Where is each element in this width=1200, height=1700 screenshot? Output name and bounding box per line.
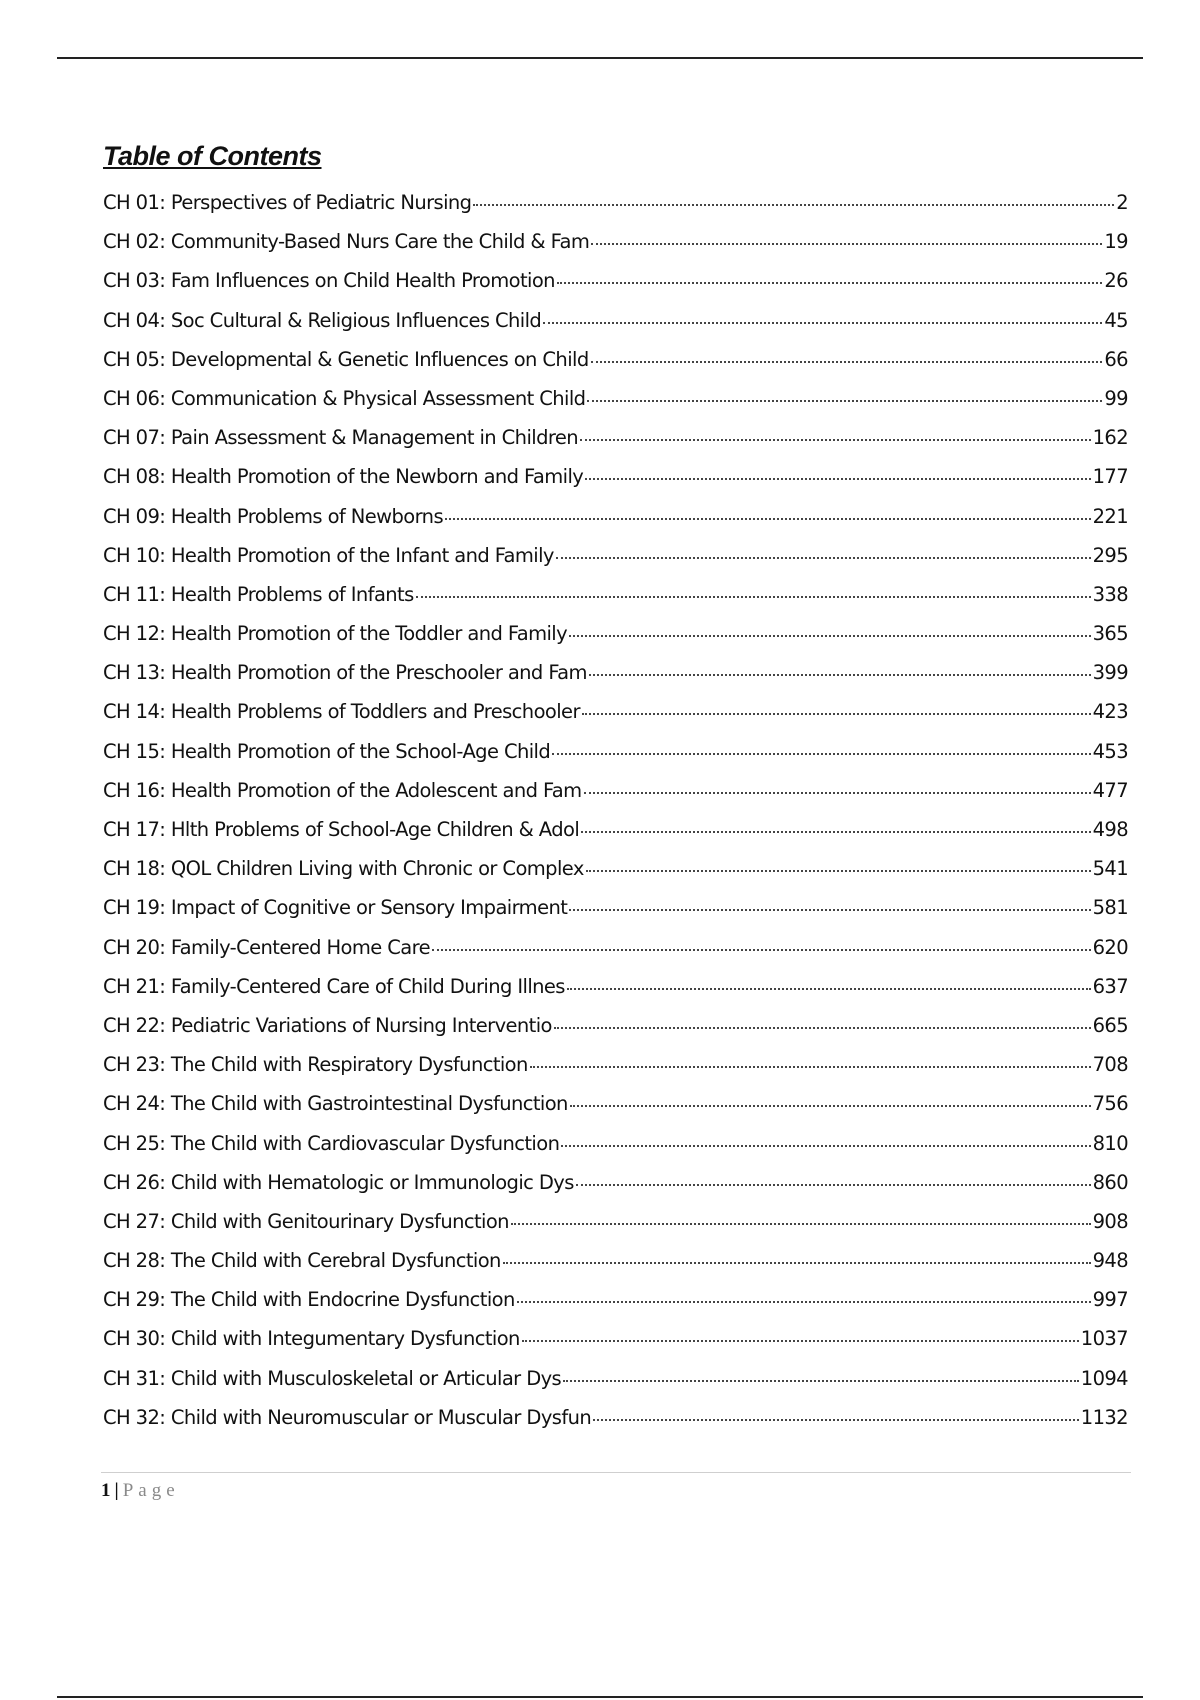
- toc-dot-leader: [584, 792, 1091, 794]
- toc-entry[interactable]: [103, 583, 1128, 622]
- toc-dot-leader: [511, 1223, 1091, 1225]
- toc-dot-leader: [580, 439, 1091, 441]
- toc-entry[interactable]: [103, 740, 1128, 779]
- toc-entry[interactable]: [103, 1327, 1128, 1366]
- toc-entry-label: CH 03: Fam Influences on Child Health Promotion: [103, 269, 555, 293]
- toc-entry-label: CH 23: The Child with Respiratory Dysfunction: [103, 1053, 528, 1077]
- toc-entry-page: 860: [1092, 1170, 1128, 1194]
- toc-entry-page: 810: [1092, 1131, 1128, 1155]
- toc-entry-label: CH 02: Community-Based Nurs Care the Child & Fam: [103, 230, 590, 254]
- toc-entry[interactable]: [103, 309, 1128, 348]
- toc-entry-page: 221: [1092, 504, 1128, 528]
- toc-entry[interactable]: [103, 426, 1128, 465]
- footer-page-number: 1: [101, 1480, 111, 1501]
- toc-title: Table of Contents: [103, 141, 322, 171]
- toc-dot-leader: [569, 635, 1091, 637]
- toc-entry[interactable]: [103, 544, 1128, 583]
- toc-entry-label: CH 01: Perspectives of Pediatric Nursing: [103, 191, 472, 214]
- toc-entry[interactable]: [103, 1014, 1128, 1053]
- toc-entry-page: 399: [1092, 661, 1128, 685]
- toc-dot-leader: [570, 1105, 1091, 1107]
- toc-entry[interactable]: [103, 1171, 1128, 1210]
- toc-dot-leader: [582, 713, 1091, 715]
- toc-entry-label: CH 18: QOL Children Living with Chronic or Complex: [103, 857, 584, 881]
- footer-separator: |: [114, 1480, 119, 1501]
- toc-dot-leader: [416, 596, 1091, 598]
- toc-entry-label: CH 32: Child with Neuromuscular or Muscular Dysfun: [103, 1405, 592, 1429]
- toc-entry-page: 908: [1092, 1209, 1128, 1233]
- footer-page-word: Page: [122, 1480, 180, 1501]
- toc-entry[interactable]: [103, 1132, 1128, 1171]
- toc-entry-page: 541: [1092, 857, 1128, 881]
- toc-dot-leader: [556, 557, 1091, 559]
- toc-entry-label: CH 26: Child with Hematologic or Immunologic Dys: [103, 1170, 574, 1194]
- toc-entry-page: 295: [1092, 543, 1128, 567]
- toc-dot-leader: [586, 870, 1091, 872]
- toc-entry[interactable]: [103, 936, 1128, 975]
- document-body: [103, 138, 1128, 1445]
- toc-entry-label: CH 10: Health Promotion of the Infant and Family: [103, 543, 554, 567]
- toc-entry-label: CH 28: The Child with Cerebral Dysfunction: [103, 1249, 501, 1273]
- toc-entry[interactable]: [103, 1367, 1128, 1406]
- toc-entry[interactable]: [103, 1053, 1128, 1092]
- toc-entry-label: CH 20: Family-Centered Home Care: [103, 935, 431, 959]
- toc-entry-page: 423: [1092, 700, 1128, 724]
- top-rule: [57, 57, 1143, 59]
- toc-entry-page: 365: [1092, 622, 1128, 646]
- toc-entry-page: 498: [1092, 818, 1128, 841]
- toc-entry-label: CH 19: Impact of Cognitive or Sensory Impairment: [103, 896, 568, 920]
- toc-dot-leader: [576, 1184, 1091, 1186]
- toc-dot-leader: [563, 1380, 1079, 1382]
- toc-entry[interactable]: [103, 1092, 1128, 1131]
- toc-entry-label: CH 12: Health Promotion of the Toddler and Family: [103, 622, 568, 646]
- toc-entry[interactable]: [103, 505, 1128, 544]
- toc-entry[interactable]: [103, 348, 1128, 387]
- toc-entry-label: CH 29: The Child with Endocrine Dysfunction: [103, 1288, 515, 1312]
- toc-entry-label: CH 24: The Child with Gastrointestinal Dysfunction: [103, 1092, 568, 1116]
- toc-entry-label: CH 09: Health Problems of Newborns: [103, 504, 443, 528]
- toc-entry-page: 453: [1092, 739, 1128, 763]
- toc-dot-leader: [445, 518, 1091, 520]
- toc-list: [103, 191, 1128, 1445]
- toc-dot-leader: [591, 243, 1102, 245]
- toc-entry-page: 99: [1104, 386, 1128, 410]
- toc-entry-label: CH 11: Health Problems of Infants: [103, 582, 414, 606]
- toc-entry[interactable]: [103, 465, 1128, 504]
- toc-dot-leader: [585, 478, 1090, 480]
- toc-entry[interactable]: [103, 896, 1128, 935]
- toc-entry-label: CH 21: Family-Centered Care of Child During Illnes: [103, 974, 565, 998]
- toc-entry-page: 2: [1116, 191, 1128, 214]
- toc-dot-leader: [473, 204, 1114, 206]
- toc-entry-page: 338: [1092, 582, 1128, 606]
- toc-entry-label: CH 16: Health Promotion of the Adolescent and Fam: [103, 778, 582, 802]
- toc-entry-page: 948: [1092, 1249, 1128, 1273]
- toc-entry[interactable]: [103, 622, 1128, 661]
- toc-entry[interactable]: [103, 1249, 1128, 1288]
- toc-entry-page: 581: [1092, 896, 1128, 920]
- toc-dot-leader: [587, 400, 1102, 402]
- toc-dot-leader: [581, 831, 1090, 833]
- toc-dot-leader: [522, 1340, 1079, 1342]
- toc-dot-leader: [557, 282, 1102, 284]
- toc-entry[interactable]: [103, 1406, 1128, 1445]
- toc-dot-leader: [432, 949, 1091, 951]
- toc-entry-page: 665: [1092, 1013, 1128, 1037]
- toc-dot-leader: [591, 361, 1103, 363]
- toc-dot-leader: [589, 674, 1091, 676]
- toc-entry[interactable]: [103, 269, 1128, 308]
- toc-entry-label: CH 05: Developmental & Genetic Influences on Child: [103, 347, 589, 371]
- toc-entry[interactable]: [103, 661, 1128, 700]
- toc-entry-page: 997: [1092, 1288, 1128, 1312]
- toc-entry-page: 756: [1092, 1092, 1128, 1116]
- toc-entry-page: 620: [1092, 935, 1128, 959]
- toc-entry-label: CH 15: Health Promotion of the School-Age Child: [103, 739, 551, 763]
- toc-entry[interactable]: [103, 230, 1128, 269]
- toc-entry[interactable]: [103, 818, 1128, 857]
- toc-entry-page: 162: [1092, 426, 1128, 450]
- toc-dot-leader: [503, 1262, 1091, 1264]
- toc-dot-leader: [561, 1145, 1090, 1147]
- toc-entry-page: 1094: [1080, 1366, 1128, 1390]
- toc-dot-leader: [567, 988, 1091, 990]
- toc-entry-page: 477: [1092, 778, 1128, 802]
- toc-dot-leader: [569, 909, 1090, 911]
- toc-entry[interactable]: [103, 779, 1128, 818]
- toc-entry-page: 66: [1104, 347, 1128, 371]
- bottom-rule: [57, 1696, 1143, 1698]
- page-footer: [101, 1472, 1131, 1503]
- toc-entry-label: CH 25: The Child with Cardiovascular Dysfunction: [103, 1131, 560, 1155]
- toc-entry-label: CH 22: Pediatric Variations of Nursing Interventio: [103, 1013, 552, 1037]
- toc-entry-label: CH 17: Hlth Problems of School-Age Children & Adol: [103, 818, 580, 841]
- toc-entry-label: CH 31: Child with Musculoskeletal or Articular Dys: [103, 1366, 562, 1390]
- toc-entry[interactable]: [103, 1288, 1128, 1327]
- toc-entry-page: 708: [1092, 1053, 1128, 1077]
- toc-entry-label: CH 27: Child with Genitourinary Dysfunction: [103, 1209, 509, 1233]
- toc-dot-leader: [593, 1419, 1079, 1421]
- toc-entry-label: CH 06: Communication & Physical Assessment Child: [103, 386, 586, 410]
- toc-entry-page: 1037: [1080, 1327, 1128, 1351]
- toc-entry[interactable]: [103, 857, 1128, 896]
- toc-entry[interactable]: [103, 1210, 1128, 1249]
- toc-entry-page: 26: [1104, 269, 1128, 293]
- toc-entry-page: 637: [1092, 974, 1128, 998]
- toc-entry-page: 1132: [1080, 1405, 1128, 1429]
- toc-dot-leader: [552, 753, 1090, 755]
- toc-dot-leader: [530, 1066, 1091, 1068]
- toc-entry[interactable]: [103, 191, 1128, 230]
- toc-entry[interactable]: [103, 975, 1128, 1014]
- toc-entry-label: CH 30: Child with Integumentary Dysfunction: [103, 1327, 520, 1351]
- toc-entry-label: CH 14: Health Problems of Toddlers and Preschooler: [103, 700, 580, 724]
- toc-dot-leader: [554, 1027, 1091, 1029]
- toc-entry[interactable]: [103, 387, 1128, 426]
- toc-entry[interactable]: [103, 700, 1128, 739]
- toc-dot-leader: [543, 322, 1102, 324]
- toc-entry-page: 19: [1104, 230, 1128, 254]
- toc-entry-page: 177: [1092, 465, 1128, 489]
- toc-dot-leader: [517, 1301, 1091, 1303]
- toc-entry-label: CH 13: Health Promotion of the Preschooler and Fam: [103, 661, 587, 685]
- toc-entry-label: CH 04: Soc Cultural & Religious Influences Child: [103, 308, 542, 332]
- toc-entry-page: 45: [1104, 308, 1128, 332]
- toc-entry-label: CH 07: Pain Assessment & Management in Children: [103, 426, 579, 450]
- toc-entry-label: CH 08: Health Promotion of the Newborn and Family: [103, 465, 584, 489]
